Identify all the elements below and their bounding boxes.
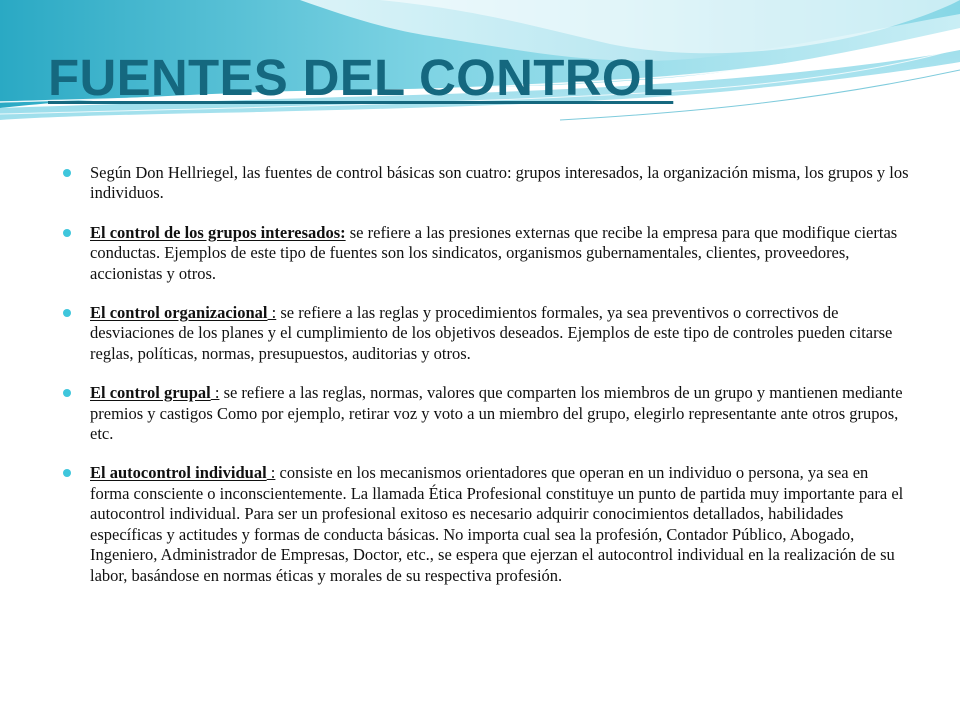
bullet-term: El autocontrol individual: [90, 463, 267, 483]
bullet-text: se refiere a las presiones externas que recibe la empresa para que modifique ciertas conductas. Ejemplos de este tipo de fuentes son los sindicatos, organismos gubernamentales, clientes, proveedores, accionistas y otros.: [90, 222, 898, 283]
bullet-text: Según Don Hellriegel, las fuentes de control básicas son cuatro: grupos interesados, la organización misma, los grupos y los individuos.: [90, 163, 909, 203]
bullet-item-organizacional: [62, 303, 910, 364]
bullet-item-intro: [62, 163, 910, 204]
slide-title: FUENTES DEL CONTROL: [48, 49, 674, 106]
bullet-list: [62, 163, 910, 605]
bullet-text: se refiere a las reglas y procedimientos formales, ya sea preventivos o correctivos de desviaciones de los planes y el cumplimiento de los objetivos deseados. Ejemplos de este tipo de controles pueden citarse reglas, políticas, normas, presupuestos, auditorias y otros.: [90, 303, 893, 363]
bullet-dot-icon: [63, 469, 71, 477]
bullet-item-autocontrol: [62, 463, 910, 585]
bullet-separator: :: [266, 463, 276, 483]
bullet-term: El control de los grupos interesados:: [90, 222, 346, 242]
bullet-text: consiste en los mecanismos orientadores que operan en un individuo o persona, ya sea en forma consciente o inconscientemente. La llamada Ética Profesional constituye un punto de partida muy importante para el autocontrol individual. Para ser un profesional exitoso es necesario adquirir conocimientos detallados, habilidades específicas y actitudes y formas de conducta básicas. No importa cual sea la profesión, Contador Público, Abogado, Ingeniero, Administrador de Empresas, Doctor, etc., se espera que ejerzan el autocontrol individual en la realización de su labor, basándose en normas éticas y morales de su respectiva profesión.: [90, 463, 904, 585]
bullet-separator: :: [210, 383, 220, 403]
bullet-separator: :: [267, 303, 277, 323]
bullet-text: se refiere a las reglas, normas, valores que comparten los miembros de un grupo y mantienen mediante premios y castigos Como por ejemplo, retirar voz y voto a un miembro del grupo, elegirlo representante ante otros grupos, etc.: [90, 383, 903, 444]
bullet-term: El control grupal: [90, 383, 211, 403]
bullet-dot-icon: [63, 309, 71, 317]
bullet-dot-icon: [63, 389, 71, 397]
bullet-term: El control organizacional: [90, 303, 268, 323]
bullet-item-grupos-interesados: [62, 223, 910, 284]
bullet-item-grupal: [62, 383, 910, 444]
bullet-dot-icon: [63, 229, 71, 237]
bullet-dot-icon: [63, 169, 71, 177]
